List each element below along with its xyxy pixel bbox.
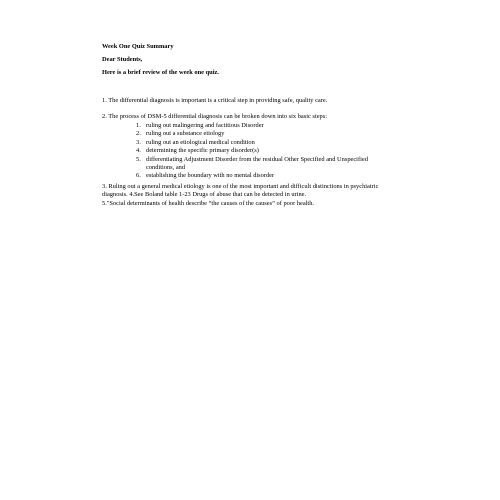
list-item	[136, 147, 402, 155]
document-body	[102, 43, 402, 208]
step-number: 2.	[136, 130, 141, 138]
list-item	[136, 130, 402, 138]
paragraph-2: 2. The process of DSM-5 differential diagnosis can be broken down into six basic steps:	[102, 112, 327, 120]
step-number: 1.	[136, 122, 141, 130]
step-number: 4.	[136, 147, 141, 155]
step-text: ruling out an etiological medical condition	[146, 138, 255, 146]
list-item	[136, 156, 402, 173]
paragraph-5: 5."Social determinants of health describe “the causes of the causes” of poor health.	[102, 199, 315, 207]
step-text: differentiating Adjustment Disorder from the residual Other Specified and Unspecified conditions, and	[146, 155, 368, 172]
list-item	[136, 122, 402, 130]
list-item	[136, 172, 402, 180]
paragraph-1: 1. The differential diagnosis is important is a critical step in providing safe, quality care.	[102, 97, 328, 105]
step-number: 6.	[136, 172, 141, 180]
list-item	[136, 139, 402, 147]
step-text: ruling out a substance etiology	[146, 130, 225, 138]
steps-list	[102, 122, 402, 181]
step-text: establishing the boundary with no mental disorder	[146, 172, 275, 180]
step-number: 3.	[136, 138, 141, 146]
intro-line: Here is a brief review of the week one quiz.	[102, 68, 219, 76]
document-title: Week One Quiz Summary	[102, 43, 174, 50]
greeting: Dear Students,	[102, 56, 143, 64]
paragraph-3: 3. Ruling out a general medical etiology is one of the most important and difficult distinctions in psychiatric diagnosis. 4.See Boland table 1-23 Drugs of abuse that can be detected in urine.	[102, 182, 379, 199]
step-text: ruling out malingering and factitious Disorder	[146, 122, 264, 130]
step-number: 5.	[136, 155, 141, 163]
step-text: determining the specific primary disorder(s)	[146, 147, 259, 155]
